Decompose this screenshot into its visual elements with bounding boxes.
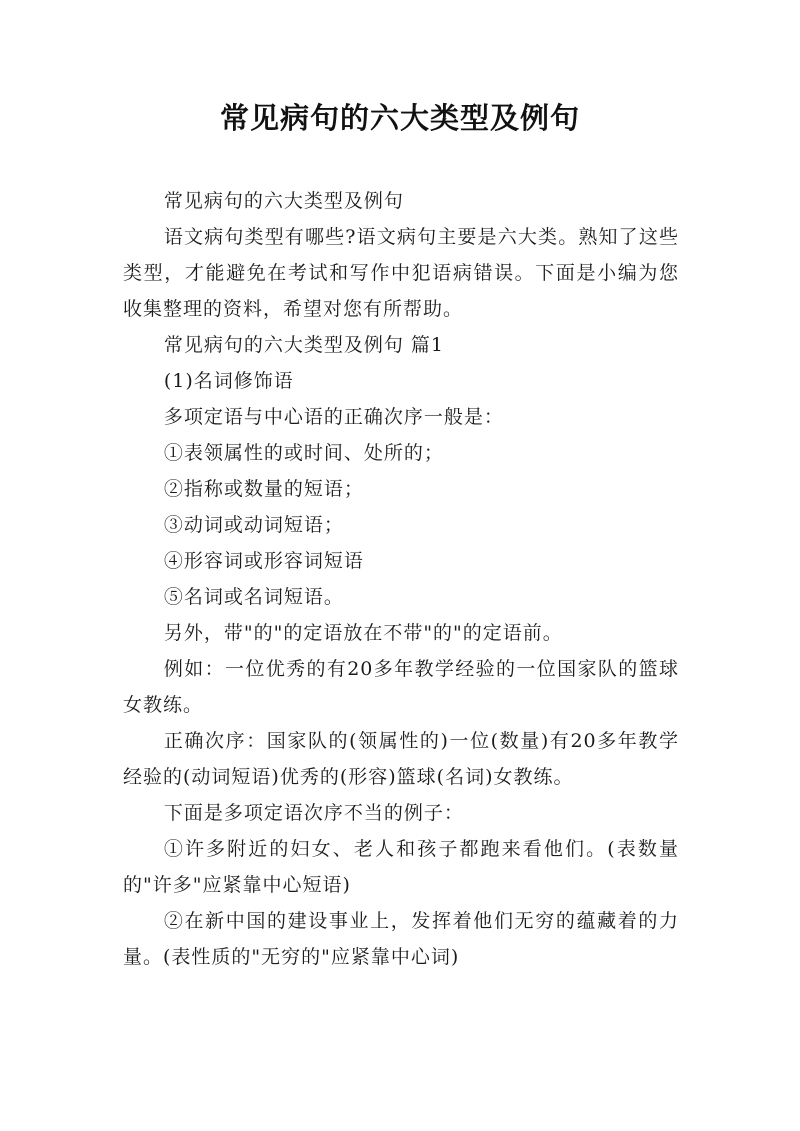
paragraph-order-rule: 多项定语与中心语的正确次序一般是： [163, 406, 504, 428]
list-item-bad-example-1: ①许多附近的妇女、老人和孩子都跑来看他们。(表数量的"许多"应紧靠中心短语) [123, 838, 679, 896]
paragraph-section-heading: 常见病句的六大类型及例句 篇1 [163, 334, 444, 356]
paragraph-intro: 语文病句类型有哪些?语文病句主要是六大类。熟知了这些类型，才能避免在考试和写作中犯语病错误。下面是小编为您收集整理的资料，希望对您有所帮助。 [123, 226, 679, 320]
list-item-order-2: ②指称或数量的短语； [163, 478, 364, 500]
paragraph-example: 例如：一位优秀的有20多年教学经验的一位国家队的篮球女教练。 [123, 658, 679, 716]
paragraph-additional-note: 另外，带"的"的定语放在不带"的"的定语前。 [163, 622, 563, 644]
paragraph-correct-order: 正确次序：国家队的(领属性的)一位(数量)有20多年教学经验的(动词短语)优秀的(形容)篮球(名词)女教练。 [123, 730, 679, 788]
paragraph-bad-examples-heading: 下面是多项定语次序不当的例子： [163, 802, 464, 824]
paragraph-subtitle: 常见病句的六大类型及例句 [163, 190, 404, 212]
document-body [123, 183, 679, 975]
list-item-order-3: ③动词或动词短语； [163, 514, 344, 536]
list-item-order-4: ④形容词或形容词短语 [163, 550, 364, 572]
paragraph-category-heading: (1)名词修饰语 [163, 370, 294, 392]
document-title: 常见病句的六大类型及例句 [219, 101, 580, 135]
list-item-order-5: ⑤名词或名词短语。 [163, 586, 344, 608]
list-item-bad-example-2: ②在新中国的建设事业上，发挥着他们无穷的蕴藏着的力量。(表性质的"无穷的"应紧靠中心词) [123, 910, 679, 968]
list-item-order-1: ①表领属性的或时间、处所的； [163, 442, 444, 464]
